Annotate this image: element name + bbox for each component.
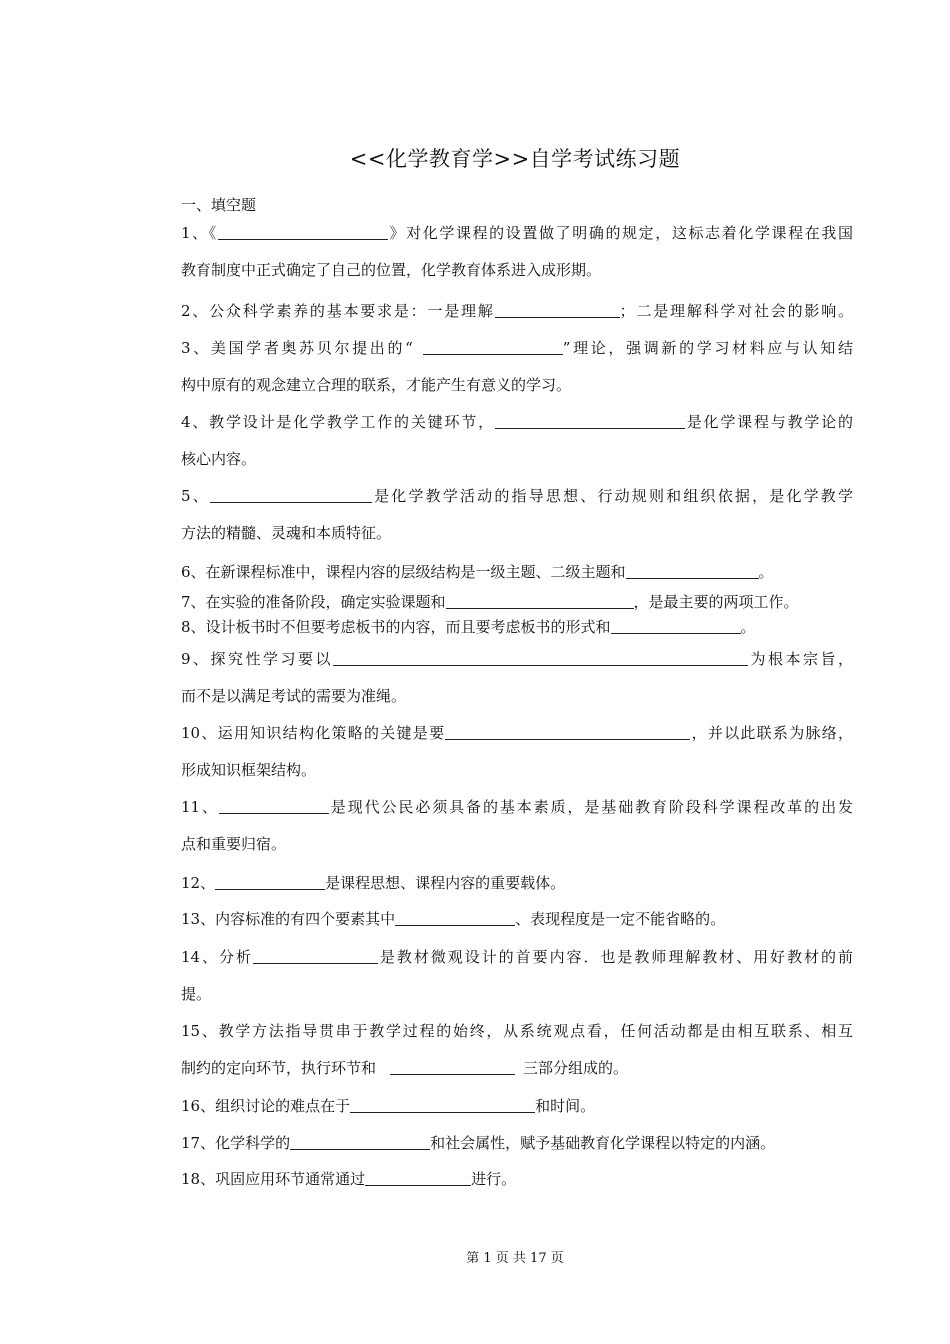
question-line: 而不是以满足考试的需要为准绳。 [181,687,407,705]
question-line: 提。 [181,985,212,1003]
question-8 [181,616,853,638]
answer-blank[interactable] [365,1170,471,1186]
question-4 [181,411,853,470]
section-heading: 一、填空题 [181,196,257,214]
question-line: 核心内容。 [181,450,257,468]
question-line: 方法的精髓、灵魂和本质特征。 [181,524,392,542]
question-6 [181,561,853,583]
answer-blank[interactable] [333,650,748,666]
answer-blank[interactable] [253,948,378,964]
question-line: 2、公众科学素养的基本要求是：一是理解 ；二是理解科学对社会的影响。 [181,302,853,320]
question-line: 10、运用知识结构化策略的关键是要 ，并以此联系为脉络， [181,724,853,742]
question-9 [181,648,853,707]
answer-blank[interactable] [611,618,741,634]
question-line: 14、分析 是教材微观设计的首要内容．也是教师理解教材、用好教材的前 [181,948,853,966]
question-line: 8、设计板书时不但要考虑板书的内容，而且要考虑板书的形式和 。 [181,618,756,636]
answer-blank[interactable] [210,487,372,503]
question-1 [181,222,853,281]
question-line: 18、巩固应用环节通常通过 进行。 [181,1170,517,1188]
question-11 [181,796,853,855]
answer-blank[interactable] [350,1097,535,1113]
answer-blank[interactable] [445,724,690,740]
question-line: 教育制度中正式确定了自己的位置，化学教育体系进入成形期。 [181,261,602,279]
question-15 [181,1020,853,1079]
answer-blank[interactable] [219,798,329,814]
question-14 [181,946,853,1005]
question-line: 构中原有的观念建立合理的联系，才能产生有意义的学习。 [181,376,572,394]
question-line: 4、教学设计是化学教学工作的关键环节， 是化学课程与教学论的 [181,413,853,431]
question-12 [181,872,853,894]
question-line: 5、 是化学教学活动的指导思想、行动规则和组织依据，是化学教学 [181,487,853,505]
answer-blank[interactable] [626,563,759,579]
question-line: 17、化学科学的 和社会属性，赋予基础教育化学课程以特定的内涵。 [181,1134,776,1152]
question-16 [181,1095,853,1117]
question-line: 形成知识框架结构。 [181,761,317,779]
question-line: 9、探究性学习要以 为根本宗旨， [181,650,853,668]
question-line: 7、在实验的准备阶段，确定实验课题和 ，是最主要的两项工作。 [181,593,799,611]
question-5 [181,485,853,544]
question-line: 15、教学方法指导贯串于教学过程的始终，从系统观点看，任何活动都是由相互联系、相互 [181,1022,853,1040]
answer-blank[interactable] [390,1059,515,1075]
question-line: 1、《 》对化学课程的设置做了明确的规定，这标志着化学课程在我国 [181,224,853,242]
question-line: 点和重要归宿。 [181,835,287,853]
page-footer: 第 1 页 共 17 页 [466,1251,564,1266]
answer-blank[interactable] [395,910,515,926]
question-18 [181,1168,853,1190]
question-line: 3、美国学者奥苏贝尔提出的“ ”理论，强调新的学习材料应与认知结 [181,339,853,357]
question-3 [181,337,853,396]
answer-blank[interactable] [423,339,563,355]
question-7 [181,591,853,613]
question-13 [181,908,853,930]
question-line: 13、内容标准的有四个要素其中 、表现程度是一定不能省略的。 [181,910,726,928]
question-2 [181,300,853,322]
question-line: 6、在新课程标准中，课程内容的层级结构是一级主题、二级主题和 。 [181,563,774,581]
page-title: <<化学教育学>>自学考试练习题 [349,147,681,171]
question-line: 11、 是现代公民必须具备的基本素质，是基础教育阶段科学课程改革的出发 [181,798,853,816]
question-10 [181,722,853,781]
answer-blank[interactable] [446,593,634,609]
answer-blank[interactable] [218,224,388,240]
answer-blank[interactable] [495,413,685,429]
answer-blank[interactable] [215,874,325,890]
question-line: 制约的定向环节，执行环节和 三部分组成的。 [181,1059,629,1077]
answer-blank[interactable] [290,1134,430,1150]
question-line: 16、组织讨论的难点在于 和时间。 [181,1097,596,1115]
question-17 [181,1132,853,1154]
question-line: 12、 是课程思想、课程内容的重要载体。 [181,874,566,892]
answer-blank[interactable] [495,302,620,318]
